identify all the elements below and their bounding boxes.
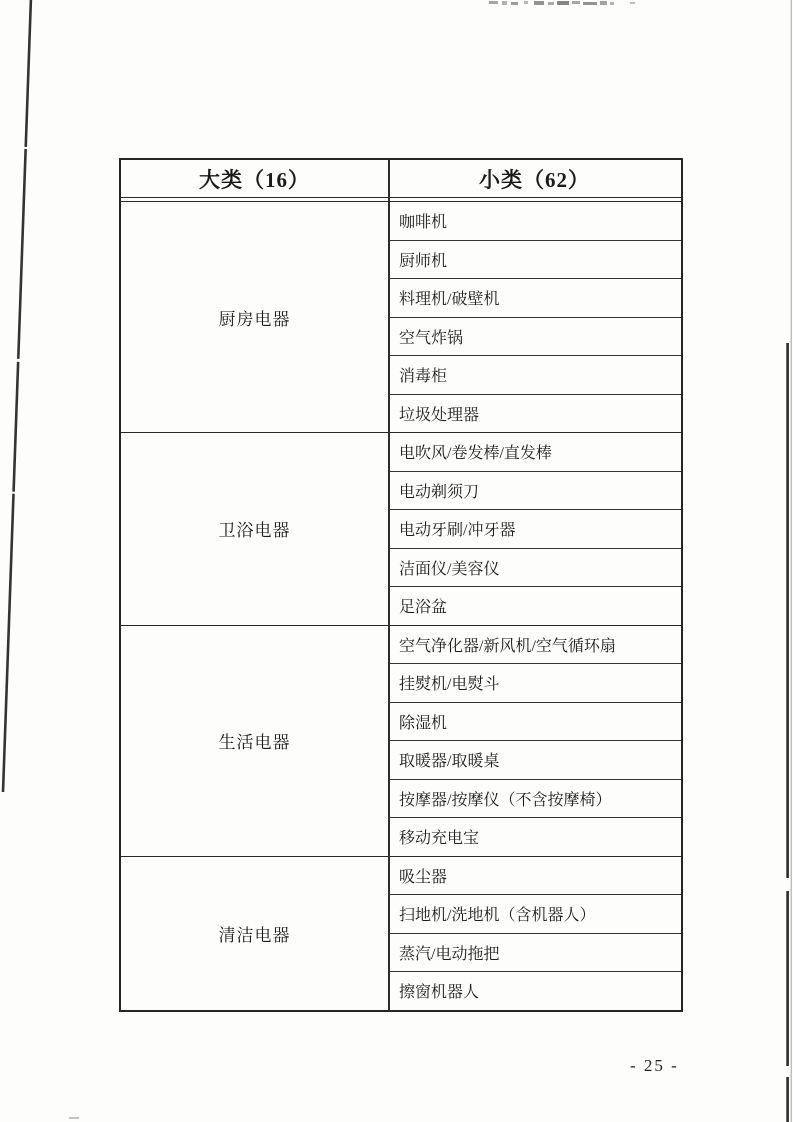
bottom-speck (69, 1117, 79, 1119)
subcategory-cell: 垃圾处理器 (388, 394, 681, 433)
table-section (121, 432, 681, 625)
subcategory-cell: 吸尘器 (399, 868, 448, 886)
subcategory-cell: 足浴盆 (388, 586, 681, 625)
subcategory-cell: 料理机/破壁机 (388, 278, 681, 317)
subcategory-list (388, 626, 681, 856)
page-number: - 25 - (630, 1056, 679, 1075)
table-section (121, 625, 681, 856)
category-cell: 清洁电器 (218, 925, 291, 945)
table-section (121, 202, 681, 432)
column-divider (388, 160, 390, 1010)
subcategory-cell: 电动牙刷/冲牙器 (388, 509, 681, 548)
subcategory-cell: 除湿机 (388, 702, 681, 741)
left-page-edge-line (3, 0, 31, 792)
subcategory-cell: 空气净化器/新风机/空气循环扇 (399, 637, 616, 655)
subcategory-list (388, 433, 681, 625)
category-cell: 生活电器 (218, 733, 291, 752)
category-table (119, 158, 683, 1012)
subcategory-cell: 消毒柜 (388, 355, 681, 394)
category-cell: 卫浴电器 (218, 521, 291, 541)
col-header-major: 大类（16） (199, 167, 310, 192)
subcategory-cell: 咖啡机 (399, 214, 448, 232)
subcategory-cell: 移动充电宝 (388, 817, 681, 856)
subcategory-cell: 厨师机 (388, 240, 681, 279)
top-clipped-text-noise (489, 1, 635, 5)
table-header-row (121, 160, 681, 198)
category-cell: 厨房电器 (218, 309, 291, 329)
subcategory-cell: 扫地机/洗地机（含机器人） (388, 894, 681, 933)
col-header-minor: 小类（62） (479, 167, 590, 192)
table-body (121, 202, 681, 1010)
subcategory-cell: 电吹风/卷发棒/直发棒 (399, 445, 552, 463)
subcategory-cell: 空气炸锅 (388, 317, 681, 356)
subcategory-cell: 蒸汽/电动拖把 (388, 933, 681, 972)
subcategory-cell: 挂熨机/电熨斗 (388, 663, 681, 702)
subcategory-list (388, 202, 681, 432)
subcategory-cell: 电动剃须刀 (388, 471, 681, 510)
subcategory-cell: 洁面仪/美容仪 (388, 548, 681, 587)
table-section (121, 856, 681, 1010)
subcategory-cell: 按摩器/按摩仪（不含按摩椅） (388, 779, 681, 818)
subcategory-cell: 取暖器/取暖桌 (388, 740, 681, 779)
subcategory-list (388, 857, 681, 1010)
subcategory-cell: 擦窗机器人 (388, 971, 681, 1010)
